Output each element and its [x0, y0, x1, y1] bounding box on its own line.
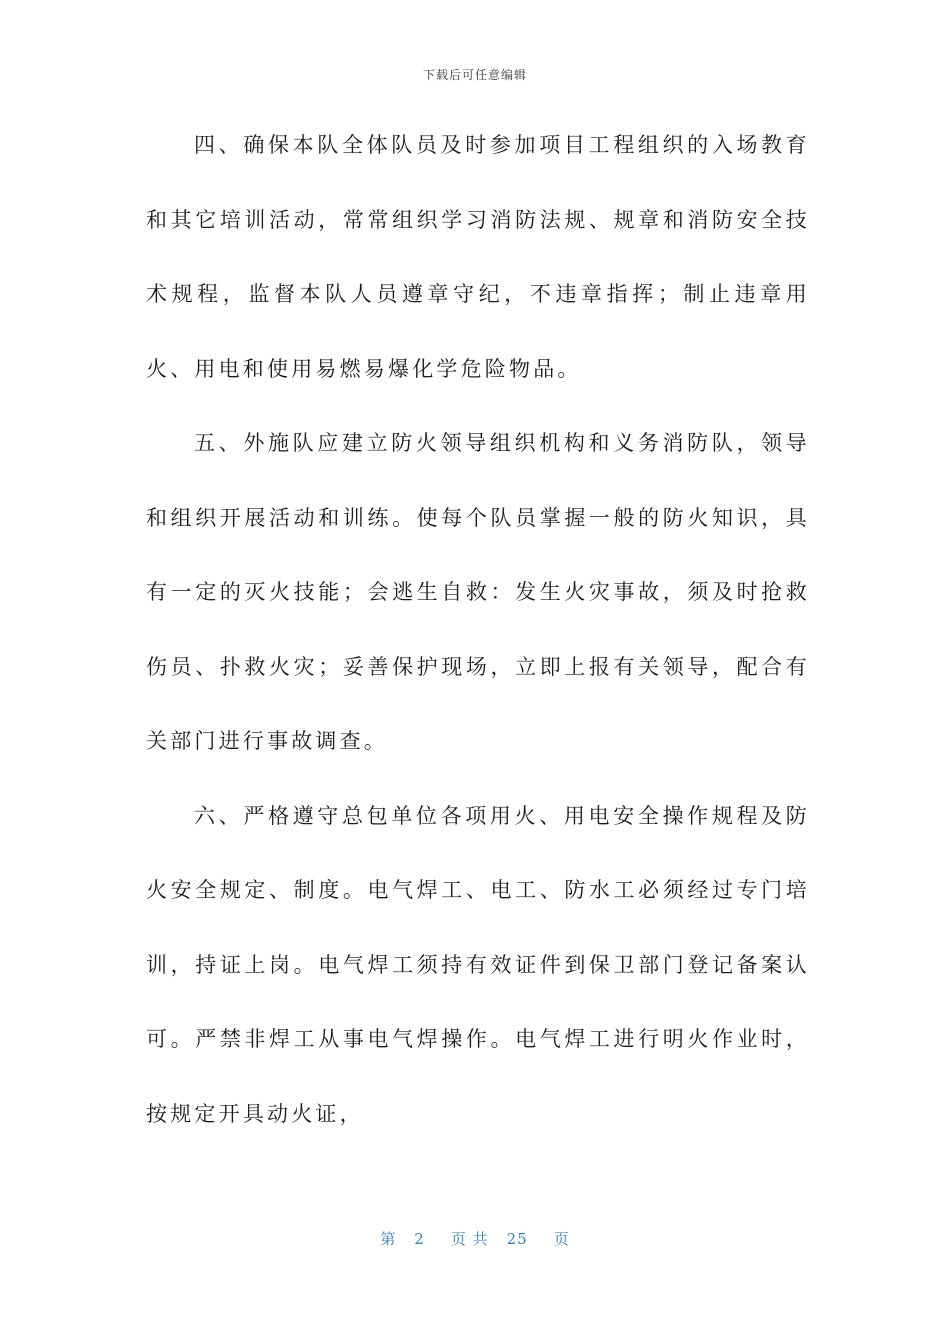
page-header: 下载后可任意编辑 [422, 68, 527, 82]
page-footer [0, 1228, 950, 1249]
paragraph-5: 五、外施队应建立防火领导组织机构和义务消防队，领导和组织开展活动和训练。使每个队员掌握一般的防火知识，具有一定的灭火技能；会逃生自救：发生火灾事故，须及时抢救伤员、扑救火灾；妥善保护现场，立即上报有关领导，配合有关部门进行事故调查。 [146, 431, 810, 753]
document-body [146, 108, 810, 1151]
footer-page-number: 2 [414, 1230, 425, 1248]
paragraph-6: 六、严格遵守总包单位各项用火、用电安全操作规程及防火安全规定、制度。电气焊工、电工、防水工必须经过专门培训，持证上岗。电气焊工须持有效证件到保卫部门登记备案认可。严禁非焊工从事电气焊操作。电气焊工进行明火作业时，按规定开具动火证， [146, 803, 810, 1126]
paragraph-4: 四、确保本队全体队员及时参加项目工程组织的入场教育和其它培训活动，常常组织学习消防法规、规章和消防安全技术规程，监督本队人员遵章守纪，不违章指挥；制止违章用火、用电和使用易燃易爆化学危险物品。 [146, 133, 810, 381]
footer-suffix: 页 [553, 1230, 570, 1248]
footer-total-pages: 25 [506, 1230, 528, 1248]
footer-middle: 页 共 [450, 1230, 489, 1248]
footer-prefix: 第 [380, 1230, 397, 1248]
